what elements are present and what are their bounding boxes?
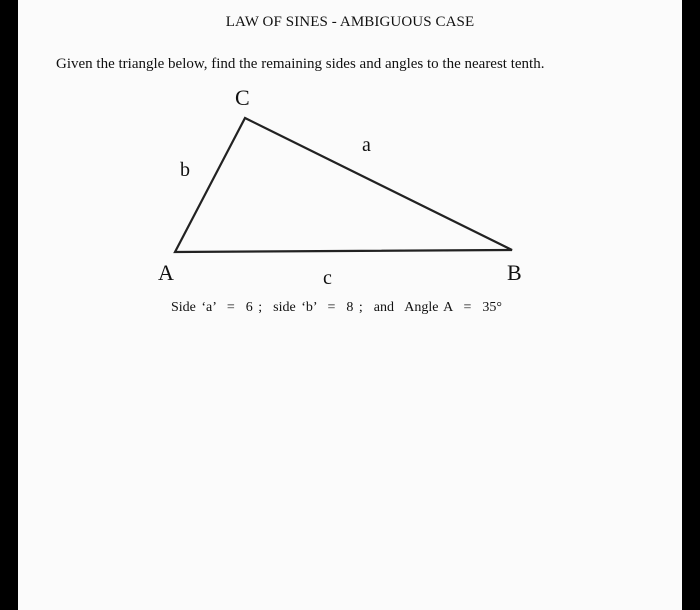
triangle-shape [175,118,512,252]
given-values [171,300,502,316]
instructions-text: Given the triangle below, find the remaining sides and angles to the nearest tenth. [56,56,545,72]
given-values-text: Side ‘a’ = 6 ; side ‘b’ = 8 ; and Angle A = 35° [171,300,503,315]
side-label-c: c [323,267,332,289]
vertex-label-c: C [235,85,250,110]
side-label-b: b [180,159,190,181]
vertex-label-b: B [507,260,522,285]
page-title: LAW OF SINES - AMBIGUOUS CASE [225,14,475,30]
side-label-a: a [362,134,371,156]
vertex-label-a: A [158,260,174,285]
worksheet-page [18,0,682,610]
